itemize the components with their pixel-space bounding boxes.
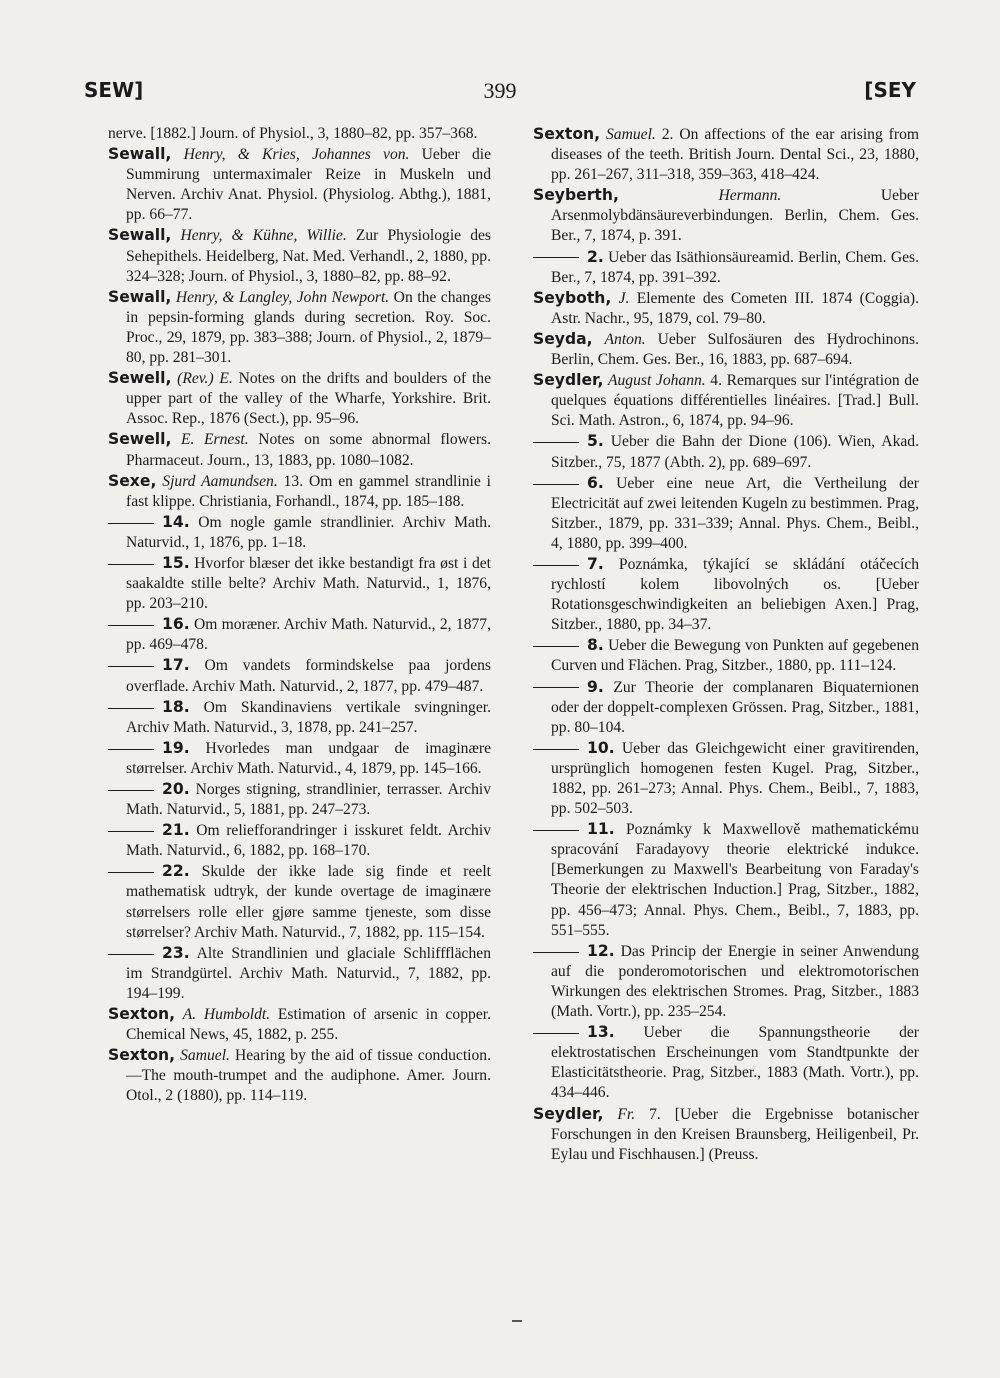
bibliography-entry [533, 247, 919, 288]
entry-number: 12. [587, 941, 615, 960]
entry-text: Om Skandinaviens vertikale svingninger. Archiv Math. Naturvid., 3, 1878, pp. 241–257. [126, 698, 491, 736]
entry-number: 5. [587, 432, 604, 451]
ditto-dash [108, 523, 154, 524]
entry-number: 14. [162, 512, 190, 531]
bibliography-entry [533, 1104, 919, 1165]
entry-number: 6. [587, 473, 604, 492]
author-given-name: J. [618, 289, 630, 307]
entry-text: 4. Remarques sur l'intégration de quelques équations différentielles linéaires. [Trad.] Bull. Sci. Math. Astron., 6, 1874, pp. 94–96. [551, 372, 919, 430]
entry-text: Poznámka, týkající se skládání otáčecích rychlostí kolem libovolných os. [Ueber Rotationsgeschwindigkeiten an beliebigen Axen.] Prag, Sitzber., 1880, pp. 34–37. [551, 555, 919, 634]
bibliography-entry [108, 144, 491, 225]
bibliography-entry [108, 124, 491, 144]
entry-text: On the changes in pepsin-forming glands during secretion. Roy. Soc. Proc., 29, 1879, pp. 383–388; Journ. of Physiol., 2, 1879–80, pp. 281–301. [126, 288, 492, 367]
entry-text: Hearing by the aid of tissue conduction.—The mouth-trumpet and the audiphone. Amer. Journ. Otol., 2 (1880), pp. 114–119. [126, 1047, 491, 1105]
bibliography-entry [533, 431, 919, 472]
bibliography-entry [108, 820, 491, 861]
ditto-dash [108, 954, 154, 955]
entry-number: 8. [587, 636, 604, 655]
entry-number: 11. [587, 820, 615, 839]
ditto-dash [533, 646, 579, 647]
bibliography-entry [533, 635, 919, 676]
ditto-dash [533, 952, 579, 953]
bibliography-entry [108, 697, 491, 738]
author-given-name: Samuel. [180, 1047, 230, 1065]
entry-number: 15. [162, 553, 190, 572]
entry-text: Om nogle gamle strandlinier. Archiv Math. Naturvid., 1, 1876, pp. 1–18. [126, 513, 491, 551]
entry-number: 7. [587, 554, 604, 573]
author-given-name: Anton. [604, 330, 646, 348]
bibliography-entry [108, 368, 491, 429]
entry-text: Ueber die Bewegung von Punkten auf gegebenen Curven und Flächen. Prag, Sitzber., 1880, pp. 111–124. [551, 637, 919, 675]
ditto-dash [533, 565, 579, 566]
entry-text: Om reliefforandringer i isskuret feldt. Archiv Math. Naturvid., 6, 1882, pp. 168–170. [126, 822, 491, 860]
entry-text: 2. On affections of the ear arising from diseases of the teeth. British Journ. Dental Sci., 23, 1880, pp. 261–267, 311–318, 359–363, 418–424. [551, 126, 919, 184]
author-given-name: Henry, & Kühne, Willie. [180, 227, 347, 245]
author-surname: Sewall, [108, 226, 172, 245]
entry-number: 21. [162, 821, 190, 840]
bibliography-entry [108, 861, 491, 942]
entry-number: 22. [162, 862, 190, 881]
ditto-dash [533, 830, 579, 831]
entry-number: 13. [587, 1023, 615, 1042]
bibliography-entry [108, 553, 491, 614]
author-given-name: (Rev.) E. [177, 370, 233, 388]
entry-number: 2. [587, 247, 604, 266]
entry-text: Ueber das Gleichgewicht einer gravitirenden, ursprünglich homogenen festen Kugel. Prag, Sitzber., 1882, pp. 261–273; Annal. Phys. Chem., Beibl., 7, 1883, pp. 502–503. [551, 739, 919, 818]
author-surname: Seydler, [533, 371, 604, 390]
bibliography-entry [533, 554, 919, 635]
bibliography-entry [108, 512, 491, 553]
bibliography-entry [533, 1022, 919, 1103]
entry-text: Om vandets formindskelse paa jordens overflade. Archiv Math. Naturvid., 2, 1877, pp. 479–487. [126, 657, 491, 695]
ditto-dash [533, 749, 579, 750]
entry-text: Notes on the drifts and boulders of the upper part of the valley of the Wharfe, Yorkshire. Brit. Assoc. Rep., 1876 (Sect.), pp. 95–96. [126, 370, 491, 428]
bibliography-entry [108, 429, 491, 470]
author-surname: Seyberth, [533, 186, 619, 205]
ditto-dash [533, 442, 579, 443]
author-given-name: August Johann. [607, 372, 706, 390]
author-surname: Sexton, [108, 1005, 176, 1024]
bibliography-entry [108, 1045, 491, 1106]
bibliography-entry [533, 677, 919, 738]
entry-number: 19. [162, 738, 190, 757]
bibliography-entry [108, 943, 491, 1004]
author-surname: Sexton, [108, 1046, 176, 1065]
footer-mark [512, 1320, 522, 1322]
bibliography-entry [108, 738, 491, 779]
author-surname: Sewall, [108, 287, 172, 306]
ditto-dash [108, 708, 154, 709]
author-given-name: E. Ernest. [181, 431, 249, 449]
entry-number: 20. [162, 780, 190, 798]
entry-text: Elemente des Cometen III. 1874 (Coggia). Astr. Nachr., 95, 1879, col. 79–80. [551, 289, 919, 327]
entry-text: Notes on some abnormal flowers. Pharmaceut. Journ., 13, 1883, pp. 1080–1082. [126, 431, 491, 469]
author-given-name: Samuel. [606, 126, 656, 143]
author-given-name: Hermann. [718, 187, 782, 205]
entry-text: 13. Om en gammel strandlinie i fast klippe. Christiania, Forhandl., 1874, pp. 185–188. [126, 472, 491, 510]
author-given-name: Henry, & Langley, John Newport. [175, 288, 390, 306]
running-head-right: [SEY [864, 78, 916, 102]
bibliography-entry [533, 185, 919, 246]
bibliography-entry [108, 779, 491, 820]
author-surname: Seyda, [533, 329, 593, 348]
entry-number: 9. [587, 677, 604, 696]
bibliography-entry [533, 473, 919, 554]
bibliography-entry [533, 941, 919, 1022]
right-column [533, 124, 919, 1165]
ditto-dash [108, 872, 154, 873]
entry-text: Das Princip der Energie in seiner Anwendung auf die ponderomotorischen und elektromotorischen Wirkungen des elektrischen Stromes. Prag, Sitzber., 1883 (Math. Vortr.), pp. 235–254. [551, 942, 919, 1021]
entry-number: 18. [162, 697, 190, 716]
bibliography-entry [533, 738, 919, 819]
entry-text: Ueber eine neue Art, die Vertheilung der Electricität auf zwei leitenden Kugeln zu bestimmen. Prag, Sitzber., 1879, pp. 331–339; Annal. Phys. Chem., Beibl., 4, 1880, pp. 399–400. [551, 474, 919, 552]
ditto-dash [108, 790, 154, 791]
entry-number: 16. [162, 615, 190, 634]
bibliography-entry [108, 225, 491, 286]
author-given-name: Sjurd Aamundsen. [162, 472, 278, 490]
bibliography-entry [533, 370, 919, 431]
entry-text: Zur Theorie der complanaren Biquaternionen oder der doppelt-complexen Grössen. Prag, Sitzber., 1881, pp. 80–104. [551, 678, 919, 736]
entry-text: 7. [Ueber die Ergebnisse botanischer Forschungen in den Kreisen Braunsberg, Heiligenbeil, Pr. Eylau und Fischhausen.] (Preuss. [551, 1105, 919, 1163]
left-column [108, 124, 491, 1107]
page-header [84, 78, 916, 108]
entry-text: Skulde der ikke lade sig finde et reelt mathematisk udtryk, der kunde overtage de imaginære størrelsers rolle eller gjøre samme tjeneste, som disse størrelser? Archiv Math. Naturvid., 7, 1882, pp. 115–154. [126, 863, 491, 941]
author-surname: Sewell, [108, 369, 172, 388]
entry-number: 23. [162, 943, 190, 962]
bibliography-entry [108, 655, 491, 696]
author-surname: Sewall, [108, 145, 172, 164]
author-given-name: Henry, & Kries, Johannes von. [183, 146, 410, 164]
entry-text: Ueber die Spannungstheorie der elektrostatischen Erscheinungen vom Standtpunkte der Elasticitätstheorie. Prag, Sitzber., 1883 (Math. Vortr.), pp. 434–446. [551, 1024, 919, 1102]
ditto-dash [108, 625, 154, 626]
author-surname: Sexe, [108, 471, 157, 490]
entry-text: Ueber die Bahn der Dione (106). Wien, Akad. Sitzber., 75, 1877 (Abth. 2), pp. 689–697. [551, 433, 919, 471]
bibliography-entry [533, 329, 919, 370]
ditto-dash [533, 687, 579, 688]
ditto-dash [533, 1033, 579, 1034]
ditto-dash [108, 564, 154, 565]
bibliography-entry [108, 614, 491, 655]
entry-text: Norges stigning, strandlinier, terrasser. Archiv Math. Naturvid., 5, 1881, pp. 247–273. [126, 781, 491, 819]
ditto-dash [108, 666, 154, 667]
entry-number: 10. [587, 738, 615, 757]
bibliography-entry [533, 124, 919, 185]
entry-text: Ueber die Summirung untermaximaler Reize in Muskeln und Nerven. Archiv Anat. Physiol. (Physiolog. Abthg.), 1881, pp. 66–77. [126, 146, 491, 224]
bibliography-entry [108, 471, 491, 512]
entry-text: Ueber Sulfosäuren des Hydrochinons. Berlin, Chem. Ges. Ber., 16, 1883, pp. 687–694. [551, 330, 920, 369]
author-given-name: Fr. [617, 1105, 636, 1123]
ditto-dash [108, 831, 154, 832]
ditto-dash [108, 749, 154, 750]
entry-text: Poznámky k Maxwellově mathematickému spracování Faradayovy theorie elektrické indukce. [Bemerkungen zu Maxwell's Bearbeitung von Faraday's Theorie der elektrischen Induction.] Prag, Sitzber., 1882, pp. 456–473; Annal. Phys. Chem., Beibl., 7, 1883, pp. 551–555. [551, 821, 919, 939]
bibliography-entry [533, 819, 919, 941]
bibliography-entry [108, 287, 491, 368]
entry-text: Hvorledes man undgaar de imaginære størrelser. Archiv Math. Naturvid., 4, 1879, pp. 145–166. [126, 739, 491, 777]
entry-text: Zur Physiologie des Sehepithels. Heidelberg, Nat. Med. Verhandl., 2, 1880, pp. 324–328; Journ. of Physiol., 3, 1880–82, pp. 88–92. [126, 227, 491, 285]
entry-text: Om moræner. Archiv Math. Naturvid., 2, 1877, pp. 469–478. [126, 616, 491, 654]
bibliography-entry [533, 288, 919, 329]
running-head-left: SEW] [84, 78, 144, 102]
author-surname: Seydler, [533, 1104, 604, 1123]
author-given-name: A. Humboldt. [182, 1006, 271, 1024]
entry-text: Hvorfor blæser det ikke bestandigt fra øst i det saakaldte stille belte? Archiv Math. Naturvid., 1, 1876, pp. 203–210. [126, 554, 491, 613]
author-surname: Sexton, [533, 125, 601, 143]
entry-text: Ueber das Isäthionsäureamid. Berlin, Chem. Ges. Ber., 7, 1874, pp. 391–392. [551, 248, 919, 286]
author-surname: Seyboth, [533, 288, 612, 307]
entry-text: nerve. [1882.] Journ. of Physiol., 3, 1880–82, pp. 357–368. [108, 125, 478, 142]
author-surname: Sewell, [108, 430, 172, 449]
entry-text: Alte Strandlinien und glaciale Schliffflächen im Strandgürtel. Archiv Math. Naturvid., 7, 1882, pp. 194–199. [126, 944, 491, 1002]
ditto-dash [533, 257, 579, 258]
entry-text: Estimation of arsenic in copper. Chemical News, 45, 1882, p. 255. [126, 1006, 491, 1044]
entry-text: Ueber Arsenmolybdänsäureverbindungen. Berlin, Chem. Ges. Ber., 7, 1874, p. 391. [551, 187, 919, 245]
entry-number: 17. [162, 656, 190, 675]
page-number: 399 [483, 78, 517, 103]
ditto-dash [533, 484, 579, 485]
bibliography-entry [108, 1004, 491, 1045]
